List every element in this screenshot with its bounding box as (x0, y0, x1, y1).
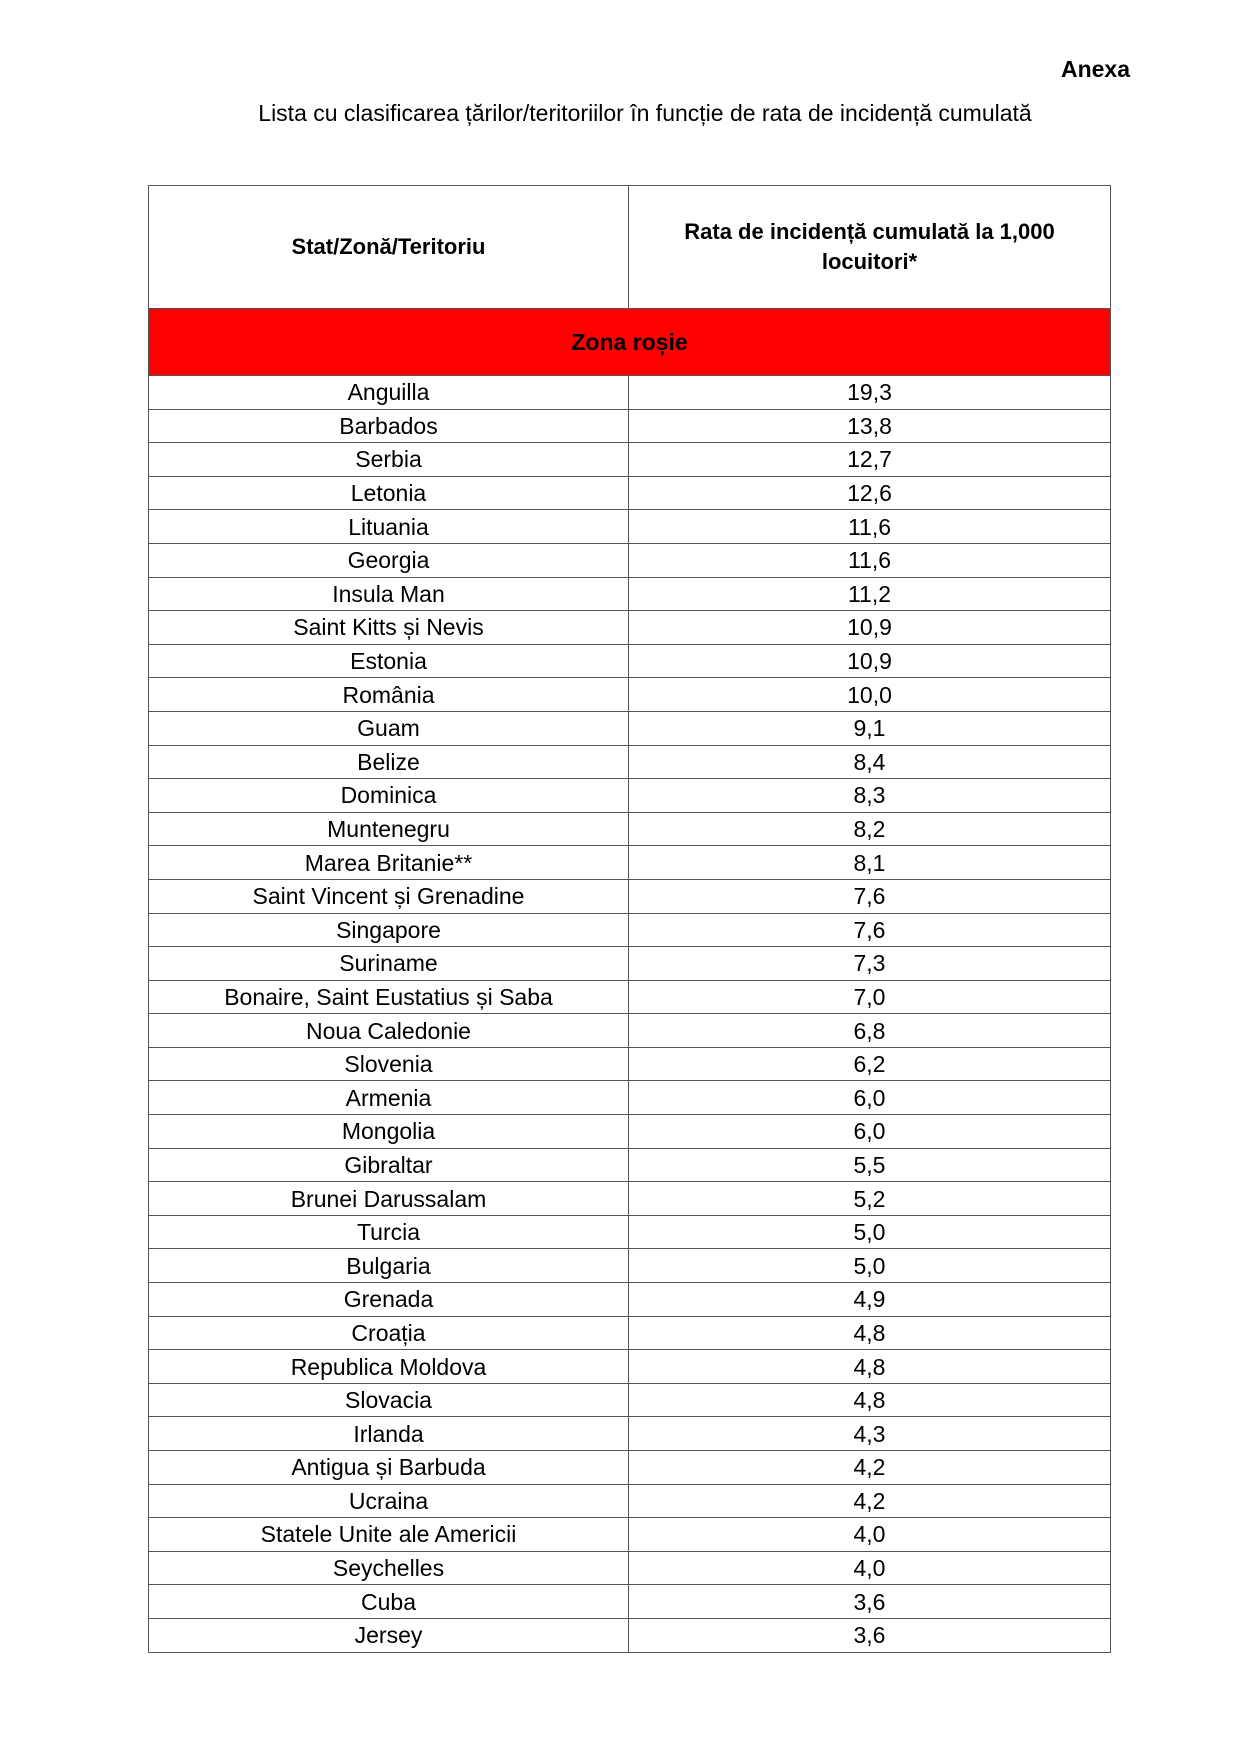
country-cell: Georgia (149, 543, 629, 577)
country-cell: Guam (149, 711, 629, 745)
rate-cell: 6,0 (629, 1081, 1111, 1115)
country-cell: Turcia (149, 1215, 629, 1249)
country-cell: Seychelles (149, 1551, 629, 1585)
country-cell: Suriname (149, 947, 629, 981)
table-row (149, 1283, 1111, 1317)
rate-cell: 5,0 (629, 1215, 1111, 1249)
rate-cell: 12,6 (629, 476, 1111, 510)
country-cell: Insula Man (149, 577, 629, 611)
rate-cell: 11,2 (629, 577, 1111, 611)
table-row (149, 846, 1111, 880)
country-cell: Bulgaria (149, 1249, 629, 1283)
rate-cell: 4,0 (629, 1551, 1111, 1585)
table-row (149, 476, 1111, 510)
table-row (149, 678, 1111, 712)
table-row (149, 947, 1111, 981)
country-cell: Irlanda (149, 1417, 629, 1451)
table-row (149, 1451, 1111, 1485)
country-cell: Croația (149, 1316, 629, 1350)
country-cell: Noua Caledonie (149, 1014, 629, 1048)
table-row (149, 577, 1111, 611)
country-cell: Belize (149, 745, 629, 779)
table-row (149, 711, 1111, 745)
country-cell: Slovacia (149, 1383, 629, 1417)
annex-label: Anexa (1060, 56, 1130, 82)
table-row (149, 913, 1111, 947)
table-row (149, 1585, 1111, 1619)
country-cell: Singapore (149, 913, 629, 947)
table-row (149, 1383, 1111, 1417)
table-row (149, 376, 1111, 410)
table-row (149, 1618, 1111, 1652)
country-cell: Antigua și Barbuda (149, 1451, 629, 1485)
rate-cell: 4,0 (629, 1518, 1111, 1552)
country-cell: Gibraltar (149, 1148, 629, 1182)
country-cell: Grenada (149, 1283, 629, 1317)
rate-cell: 11,6 (629, 510, 1111, 544)
rate-cell: 4,8 (629, 1350, 1111, 1384)
table-row (149, 980, 1111, 1014)
rate-cell: 10,9 (629, 611, 1111, 645)
rate-cell: 5,2 (629, 1182, 1111, 1216)
rate-cell: 4,9 (629, 1283, 1111, 1317)
table-row (149, 1484, 1111, 1518)
rate-cell: 4,3 (629, 1417, 1111, 1451)
table-row (149, 1081, 1111, 1115)
country-cell: Barbados (149, 409, 629, 443)
country-cell: Marea Britanie** (149, 846, 629, 880)
rate-cell: 5,0 (629, 1249, 1111, 1283)
country-cell: Cuba (149, 1585, 629, 1619)
country-cell: Saint Kitts și Nevis (149, 611, 629, 645)
rate-cell: 8,1 (629, 846, 1111, 880)
rate-cell: 8,4 (629, 745, 1111, 779)
country-cell: Lituania (149, 510, 629, 544)
column-header-country-label: Stat/Zonă/Teritoriu (291, 234, 486, 259)
country-cell: Dominica (149, 779, 629, 813)
table-row (149, 611, 1111, 645)
table-row (149, 745, 1111, 779)
rate-cell: 4,2 (629, 1484, 1111, 1518)
table-row (149, 1350, 1111, 1384)
rate-cell: 7,6 (629, 879, 1111, 913)
rate-cell: 7,6 (629, 913, 1111, 947)
table-row (149, 1047, 1111, 1081)
table-row (149, 644, 1111, 678)
country-cell: România (149, 678, 629, 712)
country-cell: Republica Moldova (149, 1350, 629, 1384)
rate-cell: 12,7 (629, 443, 1111, 477)
table-row (149, 812, 1111, 846)
incidence-table (148, 185, 1111, 1653)
rate-cell: 6,0 (629, 1115, 1111, 1149)
table-row (149, 1551, 1111, 1585)
table-row (149, 510, 1111, 544)
table-row (149, 779, 1111, 813)
country-cell: Mongolia (149, 1115, 629, 1149)
rate-cell: 13,8 (629, 409, 1111, 443)
table-row (149, 1518, 1111, 1552)
rate-cell: 4,8 (629, 1383, 1111, 1417)
rate-cell: 3,6 (629, 1618, 1111, 1652)
country-cell: Anguilla (149, 376, 629, 410)
table-row (149, 879, 1111, 913)
rate-cell: 3,6 (629, 1585, 1111, 1619)
country-cell: Ucraina (149, 1484, 629, 1518)
rate-cell: 4,8 (629, 1316, 1111, 1350)
country-cell: Armenia (149, 1081, 629, 1115)
country-cell: Bonaire, Saint Eustatius și Saba (149, 980, 629, 1014)
zone-label: Zona roșie (149, 309, 1111, 376)
table-body (149, 309, 1111, 1653)
rate-cell: 7,3 (629, 947, 1111, 981)
country-cell: Saint Vincent și Grenadine (149, 879, 629, 913)
table-row (149, 1182, 1111, 1216)
country-cell: Letonia (149, 476, 629, 510)
column-header-rate (629, 186, 1111, 309)
rate-cell: 7,0 (629, 980, 1111, 1014)
column-header-rate-label: Rata de incidență cumulată la 1,000 locuitori* (684, 219, 1055, 274)
table-row (149, 1115, 1111, 1149)
column-header-country (149, 186, 629, 309)
table-row (149, 1249, 1111, 1283)
table-row (149, 1148, 1111, 1182)
rate-cell: 5,5 (629, 1148, 1111, 1182)
zone-header-row (149, 309, 1111, 376)
country-cell: Estonia (149, 644, 629, 678)
rate-cell: 6,2 (629, 1047, 1111, 1081)
country-cell: Slovenia (149, 1047, 629, 1081)
rate-cell: 8,3 (629, 779, 1111, 813)
table-row (149, 1215, 1111, 1249)
country-cell: Jersey (149, 1618, 629, 1652)
rate-cell: 19,3 (629, 376, 1111, 410)
table-row (149, 409, 1111, 443)
country-cell: Muntenegru (149, 812, 629, 846)
rate-cell: 4,2 (629, 1451, 1111, 1485)
document-title: Lista cu clasificarea țărilor/teritoriilor în funcție de rata de incidență cumulată (258, 100, 1032, 126)
table-row (149, 443, 1111, 477)
table-row (149, 1417, 1111, 1451)
country-cell: Statele Unite ale Americii (149, 1518, 629, 1552)
table-row (149, 1316, 1111, 1350)
rate-cell: 6,8 (629, 1014, 1111, 1048)
rate-cell: 8,2 (629, 812, 1111, 846)
rate-cell: 10,9 (629, 644, 1111, 678)
country-cell: Brunei Darussalam (149, 1182, 629, 1216)
table-row (149, 543, 1111, 577)
table-row (149, 1014, 1111, 1048)
rate-cell: 10,0 (629, 678, 1111, 712)
table-header-row (149, 186, 1111, 309)
rate-cell: 9,1 (629, 711, 1111, 745)
rate-cell: 11,6 (629, 543, 1111, 577)
country-cell: Serbia (149, 443, 629, 477)
